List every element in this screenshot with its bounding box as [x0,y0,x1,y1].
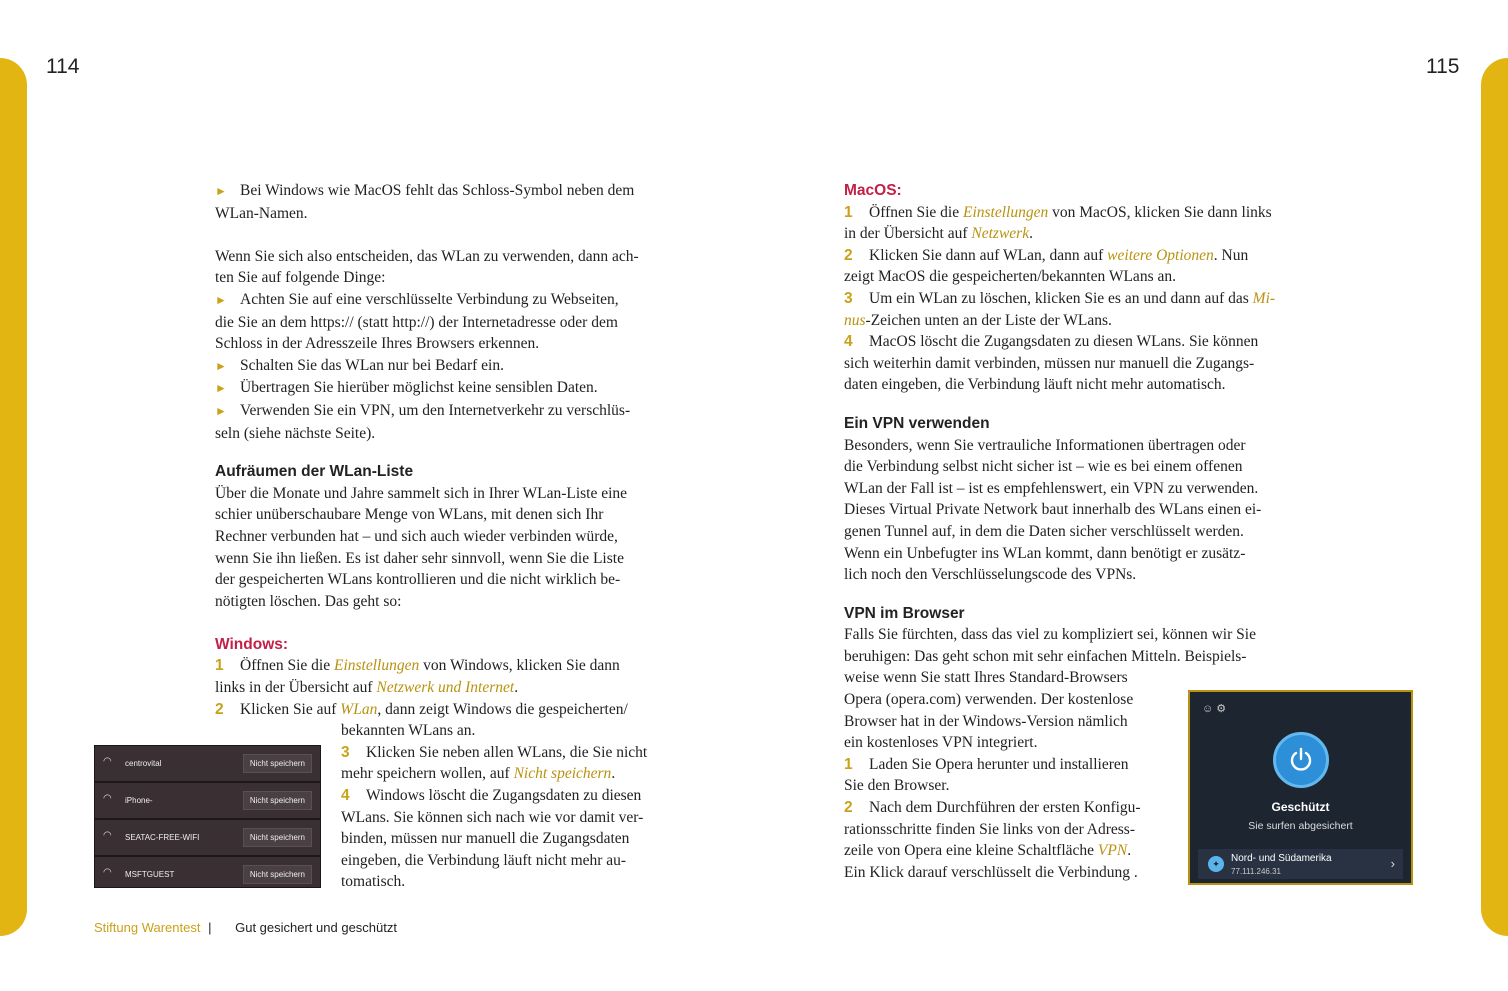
windows-step-4: 4 Windows löscht die Zugangsdaten zu diesen WLans. Sie können sich nach wie vor damit ver- binden, müssen nur manuell die Zugangsdaten eingeben, die Verbindung läuft nicht mehr au- tomatisch. [341,787,644,891]
wlan-name: SEATAC-FREE-WIFI [125,833,200,842]
bullet-item: ► Achten Sie auf eine verschlüsselte Verbindung zu Webseiten, die Sie an dem https:// (statt http://) der Internetadresse oder dem Schloss in der Adresszeile Ihres Browsers erkennen. [215,290,619,353]
right-edge-tab [1481,58,1508,936]
wlan-row [95,857,320,888]
bullet-item: ► Bei Windows wie MacOS fehlt das Schloss-Symbol neben dem WLan-Namen. [215,182,635,222]
vpn-location-selector[interactable] [1198,849,1403,879]
wlan-row [95,783,320,820]
browser-text-narrow [844,667,1167,883]
wlan-name: MSFTGUEST [125,870,175,879]
forget-network-button[interactable]: Nicht speichern [243,865,312,884]
page-number-left: 114 [46,55,80,78]
macos-label: MacOS: [844,182,902,199]
page-number-right: 115 [1426,55,1460,78]
bullet-item: ► Verwenden Sie ein VPN, um den Internetverkehr zu verschlüs- seln (siehe nächste Seite). [215,401,631,442]
wlan-list-paragraph: Über die Monate und Jahre sammelt sich in Ihrer WLan-Liste eine schier unüberschaubare Menge von WLans, mit denen sich Ihr Rechner verbunden hat – und sich auch wieder verbinden würde, wenn Sie ihn ließen. Es ist daher sehr sinnvoll, wenn Sie die Liste der gespeicherten WLans kontrollieren und die nicht wirklich be- nötigten löschen. Das geht so: [215,484,628,610]
windows-step-2: 2 Klicken Sie auf WLan, dann zeigt Windows die gespeicherten/ [215,700,628,718]
wlan-name: centrovital [125,759,162,768]
wlan-row [95,820,320,857]
forget-network-button[interactable]: Nicht speichern [243,754,312,773]
bullet-triangle-icon: ► [215,184,227,198]
wlan-name: iPhone- [125,796,153,805]
section-heading-vpn-browser: VPN im Browser [844,604,965,622]
browser-paragraph-full: Falls Sie fürchten, dass das viel zu kompliziert sei, können wir Sie beruhigen: Das geht schon mit sehr einfachen Mitteln. Beispiels- [844,626,1256,665]
left-edge-tab [0,58,27,936]
vpn-region: Nord- und Südamerika [1231,853,1332,864]
macos-step-2: 2 Klicken Sie dann auf WLan, dann auf weitere Optionen. Nun zeigt MacOS die gespeicherten/bekannten WLans an. [844,246,1249,286]
globe-icon: ✦ [1208,856,1224,872]
browser-paragraph-narrow: weise wenn Sie statt Ihres Standard-Browsers Opera (opera.com) verwenden. Der kostenlose Browser hat in der Windows-Version nämlich ein kostenloses VPN integriert. [844,669,1134,752]
footer-brand: Stiftung Warentest [94,920,201,935]
opera-vpn-screenshot [1188,690,1413,885]
power-icon [1288,747,1314,773]
wifi-icon: ◠ [103,867,112,878]
section-heading-vpn: Ein VPN verwenden [844,414,990,432]
bullet-triangle-icon: ► [215,292,227,307]
wifi-icon: ◠ [103,830,112,841]
vpn-status: Geschützt [1271,800,1330,814]
macos-step-3: 3 Um ein WLan zu löschen, klicken Sie es an und dann auf das Mi- nus-Zeichen unten an der Liste der WLans. [844,289,1276,329]
macos-step-4: 4 MacOS löscht die Zugangsdaten zu diesen WLans. Sie können sich weiterhin damit verbinden, müssen nur manuell die Zugangs- daten eingeben, die Verbindung läuft nicht mehr automatisch. [844,333,1259,394]
wlan-row [95,746,320,783]
wlan-list-screenshot [94,745,321,888]
forget-network-button[interactable]: Nicht speichern [243,791,312,810]
vpn-paragraph: Besonders, wenn Sie vertrauliche Informationen übertragen oder die Verbindung selbst nicht sicher ist – wie es bei einem offenen WLan der Fall ist – ist es empfehlenswert, ein VPN zu verwenden. Dieses Virtual Private Network baut innerhalb des WLans einen ei- genen Tunnel auf, in dem die Daten sicher verschlüsselt werden. Wenn ein Unbefugter ins WLan kommt, dann benötigt er zusätz- lich noch den Verschlüsselungscode des VPNs. [844,436,1262,584]
bullet-item: ► Übertragen Sie hierüber möglichst keine sensiblen Daten. [215,377,664,400]
page-footer [94,920,397,935]
windows-step-1: 1 Öffnen Sie die Einstellungen von Windows, klicken Sie dann links in der Übersicht auf Netzwerk und Internet. [215,657,620,697]
vpn-power-button[interactable] [1273,732,1329,788]
bullet-triangle-icon: ► [215,358,227,373]
vpn-settings-icons[interactable]: ☺ ⚙ [1202,703,1227,715]
opera-step-1: 1 Laden Sie Opera herunter und installieren Sie den Browser. [844,755,1129,795]
chevron-right-icon: › [1390,856,1395,871]
opera-step-2: 2 Nach dem Durchführen der ersten Konfigu- rationsschritte finden Sie links von der Adress- zeile von Opera eine kleine Schaltfläche VPN. Ein Klick darauf verschlüsselt die Verbindung . [844,799,1141,881]
section-heading-wlan-list: Aufräumen der WLan-Liste [215,463,414,481]
windows-step-3: 3 Klicken Sie neben allen WLans, die Sie nicht mehr speichern wollen, auf Nicht speichern. [341,743,648,783]
intro-paragraph: Wenn Sie sich also entscheiden, das WLan zu verwenden, dann ach- ten Sie auf folgende Dinge: [215,247,639,287]
windows-step-2-cont: bekannten WLans an. [341,722,476,740]
footer-title: Gut gesichert und geschützt [235,920,397,935]
wifi-icon: ◠ [103,793,112,804]
vpn-ip-address: 77.111.246.31 [1231,867,1281,876]
forget-network-button[interactable]: Nicht speichern [243,828,312,847]
bullet-item: ► Schalten Sie das WLan nur bei Bedarf ein. [215,355,664,378]
vpn-status-subtitle: Sie surfen abgesichert [1248,820,1353,832]
windows-label: Windows: [215,635,289,653]
bullet-triangle-icon: ► [215,381,227,396]
bullet-triangle-icon: ► [215,403,227,418]
macos-step-1: 1 Öffnen Sie die Einstellungen von MacOS, klicken Sie dann links in der Übersicht auf Netzwerk. [844,203,1272,243]
wifi-icon: ◠ [103,756,112,767]
footer-separator: | [208,920,212,935]
